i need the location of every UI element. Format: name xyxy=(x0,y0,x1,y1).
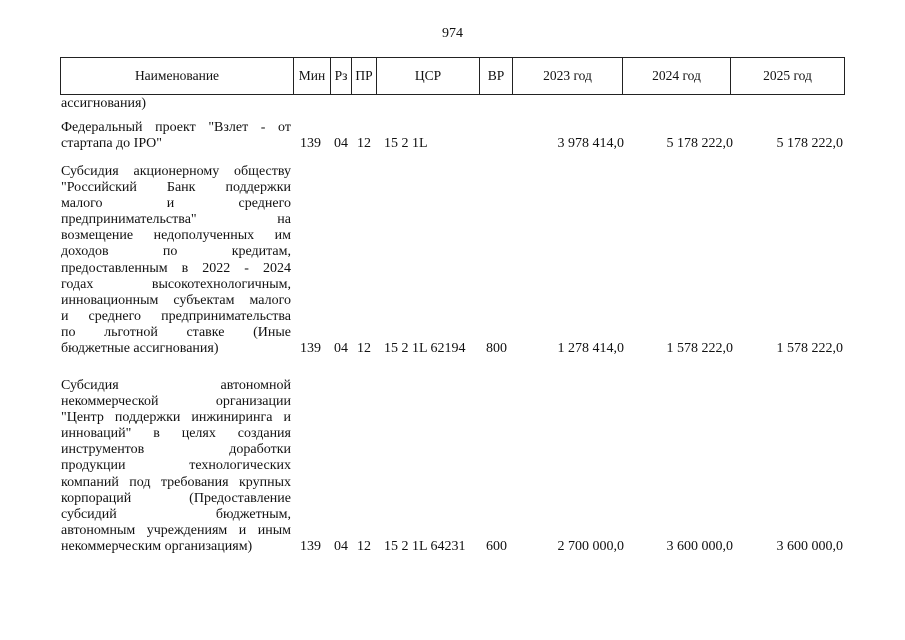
cell-2024: 5 178 222,0 xyxy=(666,136,733,152)
header-rz: Рз xyxy=(331,58,352,95)
cell-rz: 04 xyxy=(334,539,348,554)
header-vr: ВР xyxy=(480,58,513,95)
row-name-line: некоммерческим организациям) xyxy=(61,538,253,554)
header-2023: 2023 год xyxy=(513,58,623,95)
cell-min: 139 xyxy=(300,539,321,554)
header-min: Мин xyxy=(294,58,331,95)
header-pr: ПР xyxy=(352,58,377,95)
cell-rz: 04 xyxy=(334,341,348,357)
row-name-line: компаний под требования крупных xyxy=(61,474,291,490)
row-name-line: стартапа до IPO" xyxy=(61,136,162,152)
cell-vr: 800 xyxy=(486,341,507,357)
row-name-line: Федеральный проект "Взлет - от xyxy=(61,120,291,135)
header-2025: 2025 год xyxy=(731,58,845,95)
cell-2025: 3 600 000,0 xyxy=(776,539,843,554)
cell-csr: 15 2 1L 62194 xyxy=(384,341,466,357)
row-name-line: "Центр поддержки инжиниринга и xyxy=(61,410,291,426)
cell-2023: 2 700 000,0 xyxy=(557,539,624,554)
cell-csr: 15 2 1L 64231 xyxy=(384,539,466,554)
cell-2023: 3 978 414,0 xyxy=(557,136,624,152)
continuation-text: ассигнования) xyxy=(61,96,147,111)
row-name-line: инновационным субъектам малого xyxy=(61,292,291,308)
row-name-line: возмещение недополученных им xyxy=(61,228,291,244)
row-name-line: и среднего предпринимательства xyxy=(61,308,291,324)
cell-pr: 12 xyxy=(357,136,371,152)
cell-2024: 1 578 222,0 xyxy=(666,341,733,357)
row-name-line: продукции технологических xyxy=(61,458,291,474)
row-name-line: бюджетные ассигнования) xyxy=(61,341,219,357)
row-name-line: инноваций" в целях создания xyxy=(61,426,291,442)
row-name-line: предпринимательства" на xyxy=(61,212,291,228)
row-name-line: некоммерческой организации xyxy=(61,394,291,410)
row-name xyxy=(61,378,291,555)
cell-pr: 12 xyxy=(357,341,371,357)
cell-2023: 1 278 414,0 xyxy=(557,341,624,357)
row-name-line: субсидий бюджетным, xyxy=(61,506,291,522)
cell-pr: 12 xyxy=(357,539,371,554)
header-2024: 2024 год xyxy=(623,58,731,95)
row-name-line: инструментов доработки xyxy=(61,442,291,458)
row-name-line: Субсидия акционерному обществу xyxy=(61,164,291,179)
header-csr: ЦСР xyxy=(377,58,480,95)
row-name-line: по льготной ставке (Иные xyxy=(61,324,291,340)
cell-2024: 3 600 000,0 xyxy=(666,539,733,554)
row-name xyxy=(61,120,291,152)
table-header xyxy=(60,57,845,95)
row-name-line: автономным учреждениям и иным xyxy=(61,522,291,538)
row-name-line: "Российский Банк поддержки xyxy=(61,180,291,196)
row-name-line: годах высокотехнологичным, xyxy=(61,276,291,292)
row-name-line: малого и среднего xyxy=(61,196,291,212)
page-number: 974 xyxy=(442,26,463,41)
cell-min: 139 xyxy=(300,136,321,152)
cell-rz: 04 xyxy=(334,136,348,152)
cell-csr: 15 2 1L xyxy=(384,136,428,152)
row-name-line: Субсидия автономной xyxy=(61,378,291,393)
cell-vr: 600 xyxy=(486,539,507,554)
row-name-line: доходов по кредитам, xyxy=(61,244,291,260)
cell-2025: 1 578 222,0 xyxy=(776,341,843,357)
row-name xyxy=(61,164,291,357)
row-name-line: предоставленным в 2022 - 2024 xyxy=(61,260,291,276)
cell-2025: 5 178 222,0 xyxy=(776,136,843,152)
row-name-line: корпораций (Предоставление xyxy=(61,490,291,506)
cell-min: 139 xyxy=(300,341,321,357)
header-name: Наименование xyxy=(61,58,294,95)
